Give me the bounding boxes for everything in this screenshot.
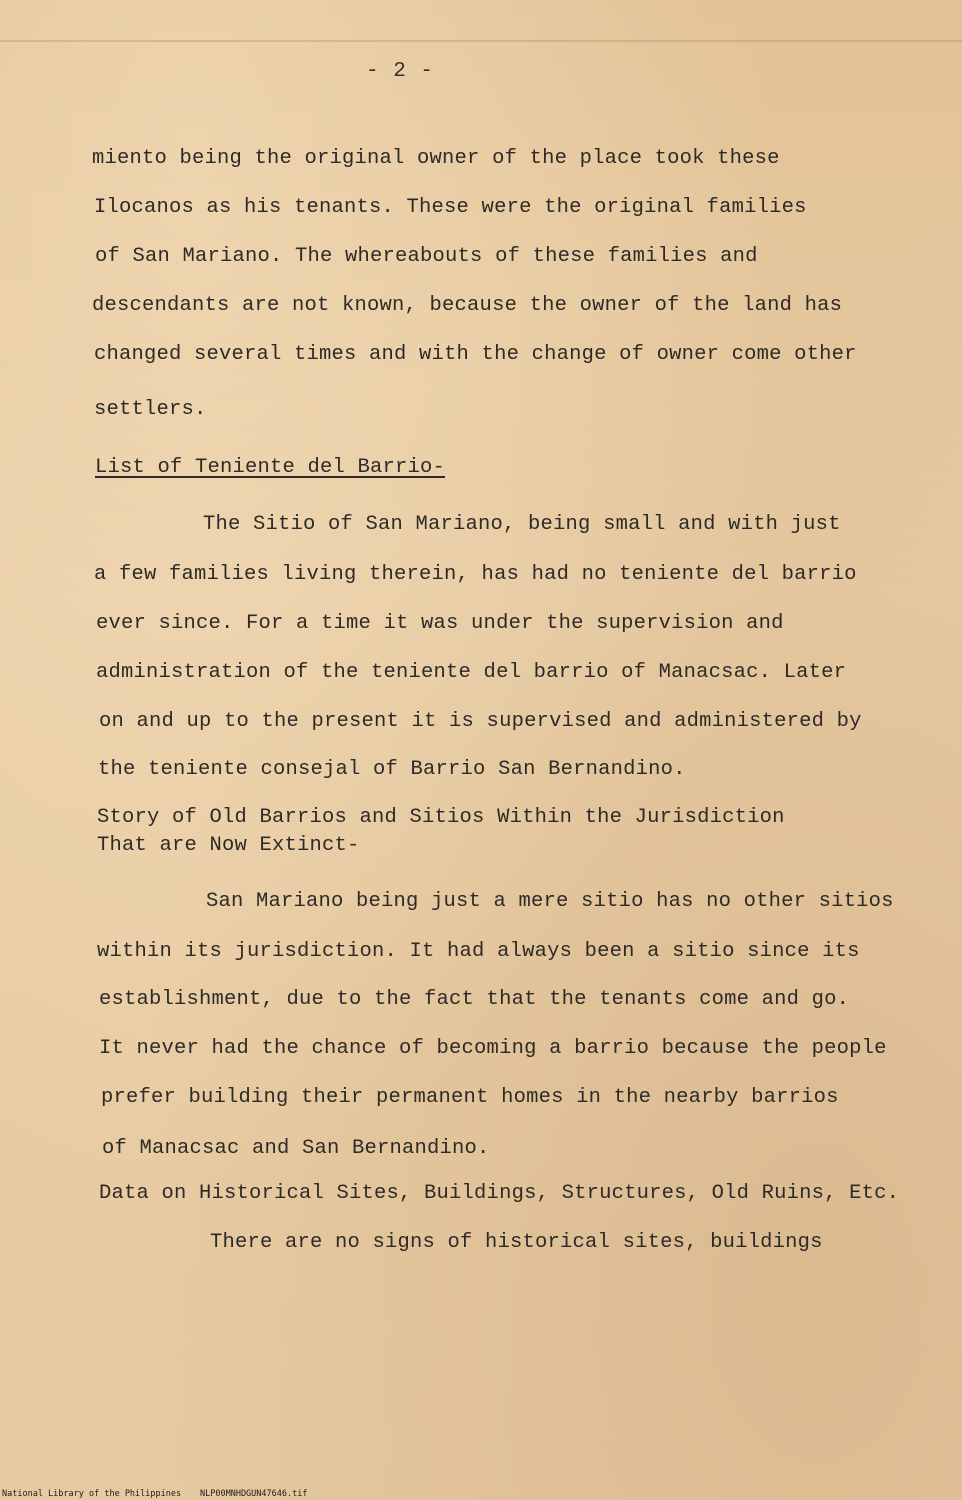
text-line: a few families living therein, has had no teniente del barrio bbox=[94, 563, 857, 586]
text-line: changed several times and with the change of owner come other bbox=[94, 343, 857, 366]
text-line: descendants are not known, because the owner of the land has bbox=[92, 294, 843, 317]
footer-library-label: National Library of the Philippines bbox=[2, 1489, 182, 1499]
page-number: - 2 - bbox=[365, 60, 434, 83]
text-line: establishment, due to the fact that the tenants come and go. bbox=[99, 988, 850, 1011]
paper-fold bbox=[0, 40, 962, 42]
text-line: San Mariano being just a mere sitio has no other sitios bbox=[206, 890, 894, 913]
text-line: prefer building their permanent homes in the nearby barrios bbox=[101, 1086, 839, 1109]
text-line: on and up to the present it is supervised and administered by bbox=[99, 710, 862, 733]
text-line: There are no signs of historical sites, buildings bbox=[210, 1231, 823, 1254]
text-line: within its jurisdiction. It had always been a sitio since its bbox=[97, 940, 860, 963]
section-heading-teniente: List of Teniente del Barrio- bbox=[95, 456, 446, 479]
section-heading-historical: Data on Historical Sites, Buildings, Structures, Old Ruins, Etc. bbox=[99, 1182, 900, 1205]
text-line: ever since. For a time it was under the supervision and bbox=[96, 612, 784, 635]
text-line: Ilocanos as his tenants. These were the original families bbox=[94, 196, 807, 219]
footer-filename: NLP00MNHDGUN47646.tif bbox=[200, 1489, 308, 1499]
text-line: of Manacsac and San Bernandino. bbox=[102, 1137, 490, 1160]
text-line: administration of the teniente del barrio of Manacsac. Later bbox=[96, 661, 847, 684]
text-line: of San Mariano. The whereabouts of these families and bbox=[95, 245, 758, 268]
text-line: settlers. bbox=[94, 398, 207, 421]
text-line: miento being the original owner of the place took these bbox=[92, 147, 780, 170]
text-line: It never had the chance of becoming a barrio because the people bbox=[99, 1037, 887, 1060]
text-line: the teniente consejal of Barrio San Bernandino. bbox=[98, 758, 686, 781]
section-heading-extinct-line2: That are Now Extinct- bbox=[97, 834, 360, 857]
section-heading-extinct-line1: Story of Old Barrios and Sitios Within the Jurisdiction bbox=[97, 806, 785, 829]
text-line: The Sitio of San Mariano, being small and with just bbox=[203, 513, 841, 536]
